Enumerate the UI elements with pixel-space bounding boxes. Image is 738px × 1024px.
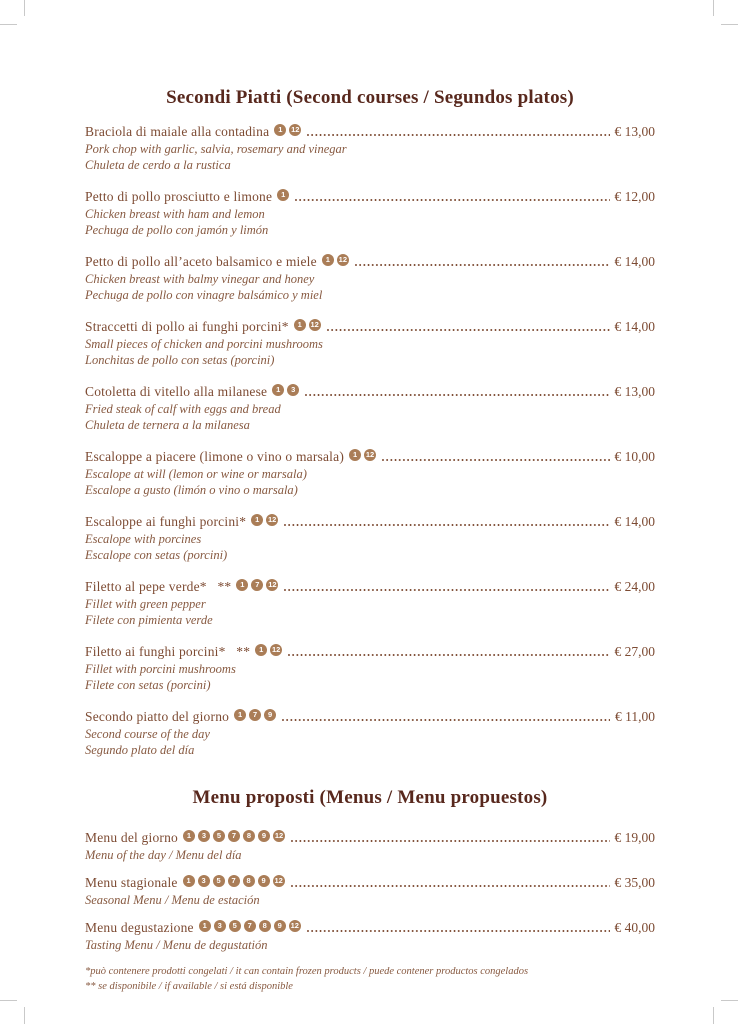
- menu-item: [85, 874, 655, 908]
- footnotes: [85, 964, 655, 994]
- allergen-badge: 1: [349, 449, 361, 461]
- allergen-badges: [274, 124, 301, 136]
- menu-item-translation: Fillet with porcini mushrooms: [85, 662, 236, 676]
- menu-item-translation: Escalope a gusto (limón o vino o marsala): [85, 483, 298, 497]
- menu-item-price: € 10,00: [614, 449, 655, 464]
- menu-item-row: [85, 643, 655, 660]
- allergen-badge: 3: [198, 830, 210, 842]
- crop-mark: [721, 1000, 738, 1001]
- allergen-badges: [322, 254, 349, 266]
- menu-item-name: Braciola di maiale alla contadina: [85, 124, 270, 139]
- menu-item-row: [85, 578, 655, 595]
- allergen-badges: [199, 920, 301, 932]
- allergen-badge: 12: [290, 921, 299, 931]
- dotted-leader: [327, 329, 610, 331]
- allergen-badge: 1: [236, 579, 248, 591]
- menu-item-row: [85, 513, 655, 530]
- dotted-leader: [284, 589, 609, 591]
- allergen-badges: [251, 514, 278, 526]
- allergen-badge: 12: [268, 515, 277, 525]
- menu-item-row: [85, 829, 655, 846]
- menu-item-translations: [85, 726, 655, 758]
- menu-item-translation: Chuleta de cerdo a la rustica: [85, 158, 231, 172]
- crop-mark: [0, 1000, 17, 1001]
- allergen-badges: [272, 384, 299, 396]
- menu-item: [85, 188, 655, 238]
- menu-item-translations: [85, 596, 655, 628]
- allergen-badge: 8: [259, 920, 271, 932]
- allergen-badge: 7: [228, 875, 240, 887]
- menu-item-translation: Second course of the day: [85, 727, 210, 741]
- crop-mark: [24, 0, 25, 16]
- menu-item-price: € 24,00: [614, 579, 655, 594]
- allergen-badge: 7: [251, 579, 263, 591]
- allergen-badge: 5: [213, 875, 225, 887]
- menu-item: [85, 829, 655, 863]
- menu-item: [85, 448, 655, 498]
- allergen-badges: [349, 449, 376, 461]
- menu-item-name: Petto di pollo prosciutto e limone: [85, 189, 273, 204]
- dotted-leader: [288, 654, 609, 656]
- menu-item-row: [85, 708, 655, 725]
- allergen-badge: 9: [274, 920, 286, 932]
- menu-item-translation: Fried steak of calf with eggs and bread: [85, 402, 281, 416]
- allergen-badge: 7: [249, 709, 261, 721]
- menu-item-translations: [85, 937, 655, 953]
- allergen-badge: 8: [243, 875, 255, 887]
- menu-item-price: € 14,00: [614, 514, 655, 529]
- dotted-leader: [291, 840, 610, 842]
- menu-item-translation: Escalope con setas (porcini): [85, 548, 228, 562]
- menu-item: [85, 253, 655, 303]
- allergen-badge: 1: [234, 709, 246, 721]
- allergen-badge: 1: [251, 514, 263, 526]
- menu-item-name: Escaloppe ai funghi porcini*: [85, 514, 247, 529]
- menu-item-price: € 13,00: [614, 384, 655, 399]
- allergen-badge: 1: [322, 254, 334, 266]
- dotted-leader: [355, 264, 610, 266]
- allergen-badge: 1: [255, 644, 267, 656]
- menu-item-translation: Escalope at will (lemon or wine or marsala): [85, 467, 307, 481]
- allergen-badge: 12: [291, 125, 300, 135]
- menu-item-translations: [85, 401, 655, 433]
- allergen-badges: [294, 319, 321, 331]
- menu-item-translations: [85, 466, 655, 498]
- menu-item-name: Cotoletta di vitello alla milanese: [85, 384, 268, 399]
- allergen-badge: 1: [183, 875, 195, 887]
- menu-item-row: [85, 318, 655, 335]
- allergen-badge: 1: [272, 384, 284, 396]
- menu-item-translation: Pechuga de pollo con vinagre balsámico y miel: [85, 288, 323, 302]
- allergen-badge: 1: [277, 189, 289, 201]
- menu-item-translation: Filete con pimienta verde: [85, 613, 213, 627]
- dotted-leader: [307, 134, 609, 136]
- allergen-badge: 3: [214, 920, 226, 932]
- menu-item-row: [85, 123, 655, 140]
- allergen-badge: 12: [310, 320, 319, 330]
- menu-item-price: € 14,00: [614, 254, 655, 269]
- section-menu-proposti: [85, 829, 655, 953]
- menu-item-translation: Pechuga de pollo con jamón y limón: [85, 223, 269, 237]
- menu-item: [85, 919, 655, 953]
- menu-item-translation: Chuleta de ternera a la milanesa: [85, 418, 250, 432]
- menu-item-row: [85, 919, 655, 936]
- menu-item-translation: Chicken breast with balmy vinegar and honey: [85, 272, 315, 286]
- menu-item: [85, 513, 655, 563]
- menu-item-price: € 11,00: [615, 709, 655, 724]
- menu-item-translation: Chicken breast with ham and lemon: [85, 207, 265, 221]
- menu-item-translations: [85, 661, 655, 693]
- allergen-badge: 8: [243, 830, 255, 842]
- menu-item-translation: Segundo plato del día: [85, 743, 195, 757]
- menu-item-name: Straccetti di pollo ai funghi porcini*: [85, 319, 289, 334]
- dotted-leader: [307, 930, 610, 932]
- menu-item-name: Menu degustazione: [85, 920, 194, 935]
- allergen-badge: 5: [229, 920, 241, 932]
- dotted-leader: [284, 524, 609, 526]
- allergen-badge: 9: [264, 709, 276, 721]
- menu-item-translations: [85, 141, 655, 173]
- menu-item-name: Secondo piatto del giorno: [85, 709, 230, 724]
- menu-item-price: € 13,00: [614, 124, 655, 139]
- menu-item: [85, 578, 655, 628]
- allergen-badge: 12: [365, 450, 375, 460]
- menu-item-translations: [85, 206, 655, 238]
- allergen-badge: 12: [272, 645, 281, 655]
- allergen-badge: 3: [198, 875, 210, 887]
- dotted-leader: [291, 885, 610, 887]
- menu-item-name: Escaloppe a piacere (limone o vino o marsala): [85, 449, 345, 464]
- allergen-badge: 1: [199, 920, 211, 932]
- allergen-badge: 1: [274, 124, 286, 136]
- menu-item-translations: [85, 271, 655, 303]
- section-title-secondi-piatti: Secondi Piatti (Second courses / Segundos platos): [166, 87, 574, 108]
- menu-item-row: [85, 383, 655, 400]
- allergen-badge: 1: [294, 319, 306, 331]
- menu-item-name: Menu del giorno: [85, 830, 178, 845]
- menu-item-translations: [85, 847, 655, 863]
- menu-item-name: Menu stagionale: [85, 875, 178, 890]
- crop-mark: [713, 0, 714, 16]
- menu-item: [85, 643, 655, 693]
- menu-item-price: € 40,00: [614, 920, 655, 935]
- section-secondi-piatti: [85, 123, 655, 758]
- menu-item-name: Filetto al pepe verde* **: [85, 579, 232, 594]
- allergen-badge: 9: [258, 830, 270, 842]
- allergen-badges: [277, 189, 289, 201]
- crop-mark: [24, 1007, 25, 1024]
- menu-item-translation: Lonchitas de pollo con setas (porcini): [85, 353, 275, 367]
- menu-item: [85, 708, 655, 758]
- allergen-badge: 12: [338, 255, 348, 265]
- menu-item-name: Filetto ai funghi porcini* **: [85, 644, 251, 659]
- menu-item-translation: Pork chop with garlic, salvia, rosemary and vinegar: [85, 142, 347, 156]
- section-title-menu-proposti: Menu proposti (Menus / Menu propuestos): [192, 787, 548, 808]
- crop-mark: [721, 24, 738, 25]
- footnote-if-available: ** se disponibile / if available / si está disponible: [85, 981, 293, 992]
- menu-item-price: € 12,00: [614, 189, 655, 204]
- menu-item-row: [85, 874, 655, 891]
- menu-item-translations: [85, 892, 655, 908]
- menu-item: [85, 123, 655, 173]
- menu-item-translation: Tasting Menu / Menu de degustatión: [85, 938, 268, 952]
- allergen-badges: [234, 709, 276, 721]
- menu-item-price: € 27,00: [614, 644, 655, 659]
- allergen-badge: 12: [274, 876, 283, 886]
- allergen-badge: 9: [258, 875, 270, 887]
- allergen-badges: [255, 644, 282, 656]
- dotted-leader: [382, 459, 609, 461]
- allergen-badge: 7: [244, 920, 256, 932]
- crop-mark: [0, 24, 17, 25]
- allergen-badge: 3: [287, 384, 299, 396]
- menu-item-translation: Menu of the day / Menu del día: [85, 848, 242, 862]
- menu-item-translation: Small pieces of chicken and porcini mushrooms: [85, 337, 323, 351]
- dotted-leader: [282, 719, 610, 721]
- allergen-badge: 12: [274, 831, 284, 841]
- menu-item-translation: Fillet with green pepper: [85, 597, 206, 611]
- menu-item-price: € 19,00: [614, 830, 655, 845]
- menu-item-translations: [85, 531, 655, 563]
- dotted-leader: [305, 394, 609, 396]
- menu-item: [85, 318, 655, 368]
- menu-item-price: € 14,00: [614, 319, 655, 334]
- allergen-badge: 7: [228, 830, 240, 842]
- crop-mark: [713, 1007, 714, 1024]
- dotted-leader: [295, 199, 609, 201]
- allergen-badges: [183, 830, 285, 842]
- allergen-badges: [183, 875, 285, 887]
- menu-item-translation: Escalope with porcines: [85, 532, 202, 546]
- menu-item-price: € 35,00: [614, 875, 655, 890]
- footnote-frozen-products: *può contenere prodotti congelati / it can contain frozen products / puede contener productos congelados: [85, 966, 529, 977]
- allergen-badge: 5: [213, 830, 225, 842]
- menu-item-row: [85, 188, 655, 205]
- allergen-badges: [236, 579, 278, 591]
- menu-item-translation: Filete con setas (porcini): [85, 678, 211, 692]
- allergen-badge: 1: [183, 830, 195, 842]
- menu-item-row: [85, 253, 655, 270]
- menu-item-translations: [85, 336, 655, 368]
- menu-item-translation: Seasonal Menu / Menu de estación: [85, 893, 260, 907]
- allergen-badge: 12: [268, 580, 277, 590]
- menu-item-name: Petto di pollo all’aceto balsamico e miele: [85, 254, 317, 269]
- menu-item: [85, 383, 655, 433]
- menu-item-row: [85, 448, 655, 465]
